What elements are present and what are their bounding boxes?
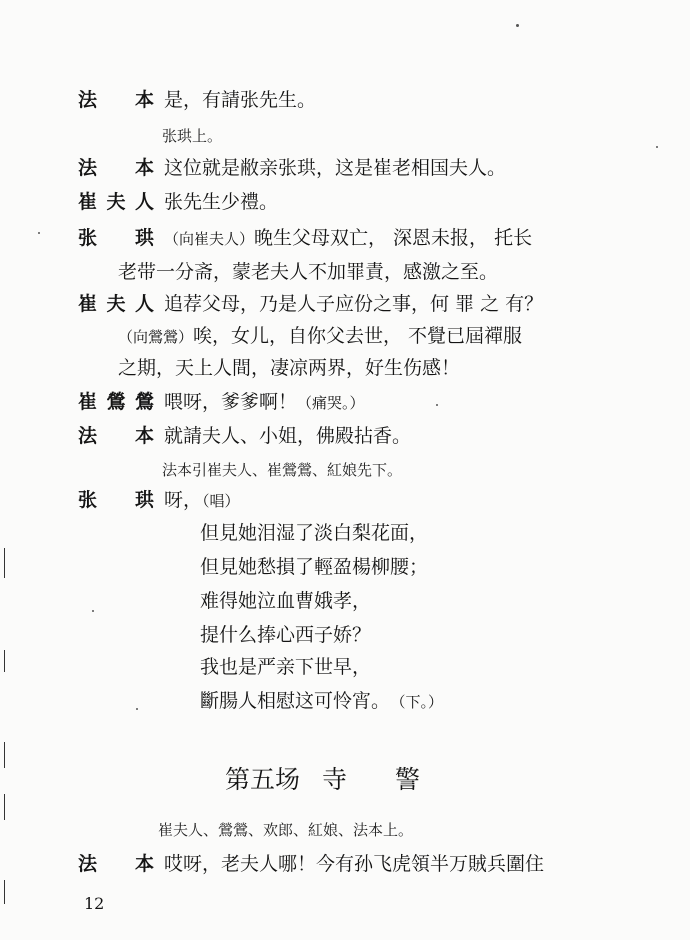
scan-speck <box>38 232 40 234</box>
speech-text: 张先生少禮。 <box>164 191 279 213</box>
sung-verse: 但見她泪湿了淡白梨花面， <box>200 522 429 544</box>
speech-text: 是，有請张先生。 <box>164 89 317 111</box>
speaker-name: 法 本 <box>78 157 154 179</box>
speech-content: 呀， <box>164 489 203 511</box>
stage-direction: 法本引崔夫人、崔鶯鶯、紅娘先下。 <box>162 461 403 479</box>
scan-edge-mark <box>4 548 5 578</box>
speech-text <box>164 222 532 255</box>
speech-content: 唉，女儿，自你父去世， 不覺已屆禪服 <box>193 325 523 347</box>
page-number: 12 <box>84 894 105 913</box>
dialogue-line <box>78 848 670 880</box>
dialogue-line <box>78 152 670 184</box>
dialogue-line <box>78 288 670 320</box>
sung-verse: 我也是严亲下世早， <box>200 656 372 678</box>
scene-number: 第五场 <box>225 765 301 794</box>
scan-speck <box>516 24 519 27</box>
speech-text: 哎呀，老夫人哪！今有孙飞虎領半万賊兵圍住 <box>164 853 545 875</box>
scan-edge-mark <box>4 742 5 768</box>
stage-aside: （向崔夫人） <box>164 230 255 248</box>
dialogue-line <box>78 386 670 418</box>
speech-content: 喂呀，爹爹啊！ <box>164 391 298 413</box>
scene-heading <box>225 760 440 800</box>
scan-speck <box>436 404 438 406</box>
sung-verse: 但見她愁損了輕盈楊柳腰； <box>200 556 429 578</box>
speaker-name: 法 本 <box>78 89 154 111</box>
speaker-name: 崔鶯鶯 <box>78 391 154 413</box>
speaker-name: 法 本 <box>78 853 154 875</box>
dialogue-line <box>78 484 670 516</box>
scan-edge-mark <box>4 794 5 820</box>
speech-text: 追荐父母，乃是人子应份之事，何 罪 之 有？ <box>164 293 544 315</box>
stage-aside: （痛哭。） <box>297 394 365 412</box>
scene-name: 寺 警 <box>322 765 440 794</box>
speech-continuation <box>118 320 670 352</box>
stage-direction: 张珙上。 <box>162 127 223 145</box>
verse-content: 斷腸人相慰这可怜宵。 <box>200 690 391 712</box>
sung-verse: 提什么捧心西子娇？ <box>200 624 372 646</box>
speaker-name: 张 珙 <box>78 489 154 511</box>
scan-speck <box>136 708 138 710</box>
speech-text: 这位就是敝亲张珙，这是崔老相国夫人。 <box>164 157 507 179</box>
speech-continuation: 老带一分斋，蒙老夫人不加罪責，感激之至。 <box>118 261 499 283</box>
speaker-name: 张 珙 <box>78 227 154 249</box>
dialogue-line <box>78 420 670 452</box>
scan-edge-mark <box>4 880 5 904</box>
speaker-name: 崔夫人 <box>78 191 154 213</box>
stage-aside: （唱） <box>202 492 240 510</box>
dialogue-line <box>78 222 670 254</box>
scan-speck <box>656 146 658 148</box>
sung-verse: 难得她泣血曹娥孝， <box>200 590 372 612</box>
scan-edge-mark <box>4 650 5 672</box>
stage-aside: （向鶯鶯） <box>118 328 194 346</box>
dialogue-line <box>78 84 670 116</box>
speech-text: 就請夫人、小姐，佛殿拈香。 <box>164 425 412 447</box>
speech-content: 晚生父母双亡， 深恩未报， 托长 <box>254 227 533 249</box>
speech-text <box>164 386 365 419</box>
speech-text <box>164 484 240 517</box>
scan-speck <box>92 610 94 612</box>
dialogue-line <box>78 186 670 218</box>
speaker-name: 法 本 <box>78 425 154 447</box>
stage-aside: （下。） <box>398 693 444 711</box>
sung-verse-final <box>200 684 443 718</box>
speaker-name: 崔夫人 <box>78 293 154 315</box>
speech-continuation: 之期，天上人間，凄凉两界，好生伤感！ <box>118 357 461 379</box>
stage-direction: 崔夫人、鶯鶯、欢郎、紅娘、法本上。 <box>158 821 414 839</box>
